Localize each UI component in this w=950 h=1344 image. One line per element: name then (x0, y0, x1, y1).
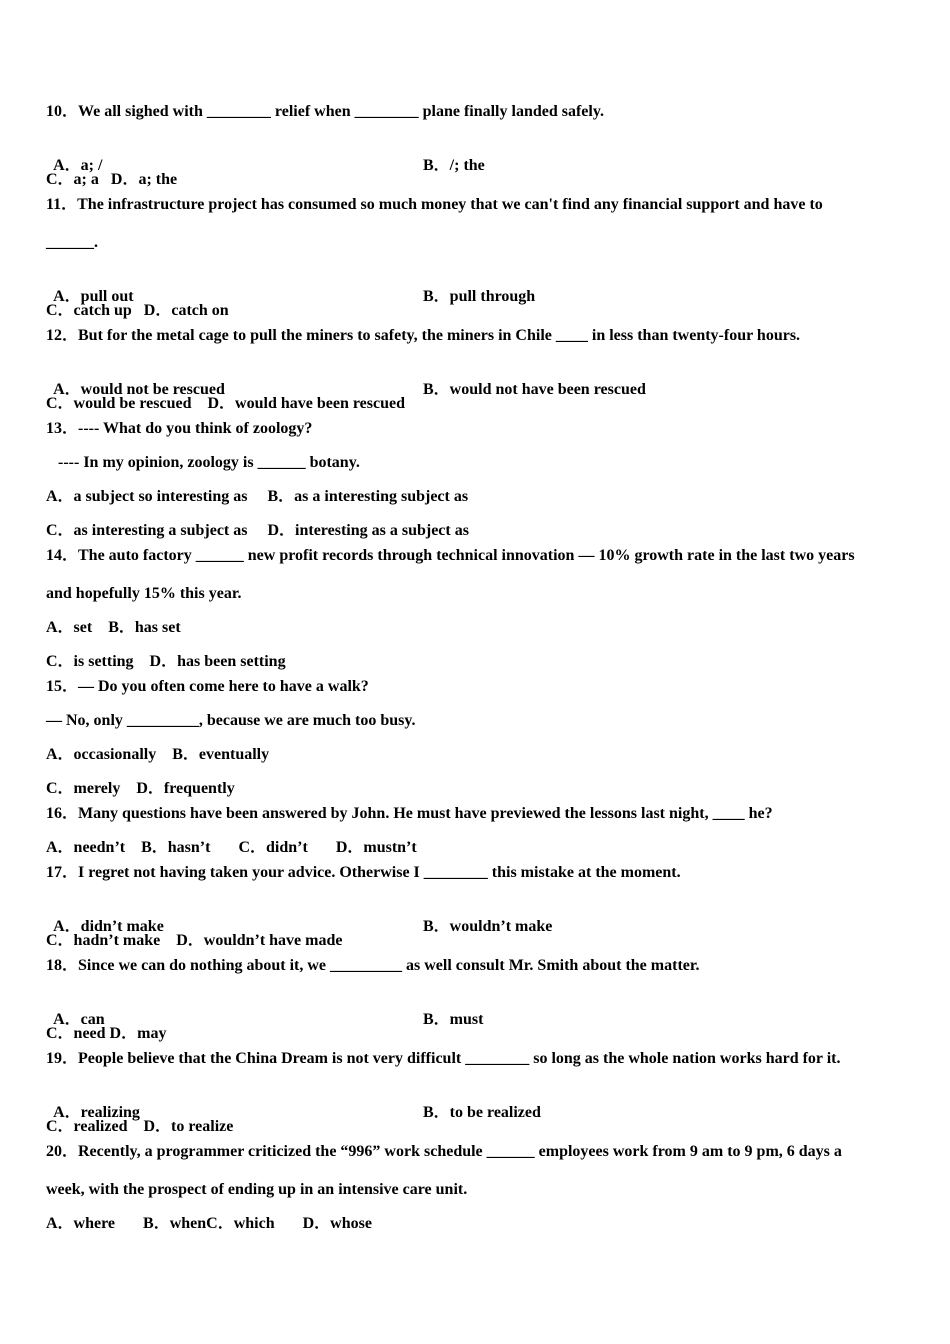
question-14-stem: 14．The auto factory ______ new profit records through technical innovation — 10% growth rate in the last two years (46, 547, 855, 564)
question-17-options-row2: C．hadn’t make D．wouldn’t have made (46, 932, 343, 949)
option-b: B．/; the (423, 157, 485, 174)
question-15-stem: 15．— Do you often come here to have a walk? (46, 678, 369, 695)
option-b: B．wouldn’t make (423, 918, 553, 935)
question-18-options-row2: C．need D．may (46, 1025, 167, 1042)
question-13-options-row2: C．as interesting a subject as D．interesting as a subject as (46, 522, 469, 539)
question-20-options-row1: A．where B．whenC．which D．whose (46, 1215, 372, 1232)
question-15-stem-cont: — No, only _________, because we are much too busy. (46, 712, 416, 729)
question-10-stem: 10．We all sighed with ________ relief when ________ plane finally landed safely. (46, 103, 604, 120)
option-b: B．must (423, 1011, 484, 1028)
question-10-options-row2: C．a; a D．a; the (46, 171, 178, 188)
option-a: A．pull out (53, 288, 134, 305)
question-19-options-row2: C．realized D．to realize (46, 1118, 234, 1135)
question-17-stem: 17．I regret not having taken your advice. Otherwise I ________ this mistake at the moment. (46, 864, 681, 881)
question-14-stem-cont: and hopefully 15% this year. (46, 585, 242, 602)
question-15-options-row1: A．occasionally B．eventually (46, 746, 270, 763)
question-15-options-row2: C．merely D．frequently (46, 780, 235, 797)
option-a: A．realizing (53, 1104, 140, 1121)
option-b: B．to be realized (423, 1104, 541, 1121)
option-a: A．would not be rescued (53, 381, 225, 398)
question-13-stem: 13．---- What do you think of zoology? (46, 420, 313, 437)
option-b: B．pull through (423, 288, 536, 305)
question-14-options-row1: A．set B．has set (46, 619, 181, 636)
question-11-stem: 11．The infrastructure project has consumed so much money that we can't find any financial support and have to (46, 196, 823, 213)
option-a: A．can (53, 1011, 105, 1028)
question-11-stem-cont: ______. (46, 234, 98, 251)
question-19-stem: 19．People believe that the China Dream is not very difficult ________ so long as the whole nation works hard for it. (46, 1050, 841, 1067)
question-16-stem: 16．Many questions have been answered by John. He must have previewed the lessons last night, ____ he? (46, 805, 773, 822)
question-14-options-row2: C．is setting D．has been setting (46, 653, 286, 670)
question-13-options-row1: A．a subject so interesting as B．as a interesting subject as (46, 488, 469, 505)
question-13-stem-cont: ---- In my opinion, zoology is ______ botany. (46, 454, 360, 471)
question-20-stem: 20．Recently, a programmer criticized the “996” work schedule ______ employees work from 9 am to 9 pm, 6 days a (46, 1143, 842, 1160)
question-12-options-row2: C．would be rescued D．would have been rescued (46, 395, 405, 412)
question-12-stem: 12．But for the metal cage to pull the miners to safety, the miners in Chile ____ in less than twenty-four hours. (46, 327, 801, 344)
question-16-options-row1: A．needn’t B．hasn’t C．didn’t D．mustn’t (46, 839, 417, 856)
question-20-stem-cont: week, with the prospect of ending up in an intensive care unit. (46, 1181, 468, 1198)
option-a: A．a; / (53, 157, 103, 174)
question-18-stem: 18．Since we can do nothing about it, we _________ as well consult Mr. Smith about the matter. (46, 957, 700, 974)
question-11-options-row2: C．catch up D．catch on (46, 302, 229, 319)
option-b: B．would not have been rescued (423, 381, 646, 398)
option-a: A．didn’t make (53, 918, 164, 935)
